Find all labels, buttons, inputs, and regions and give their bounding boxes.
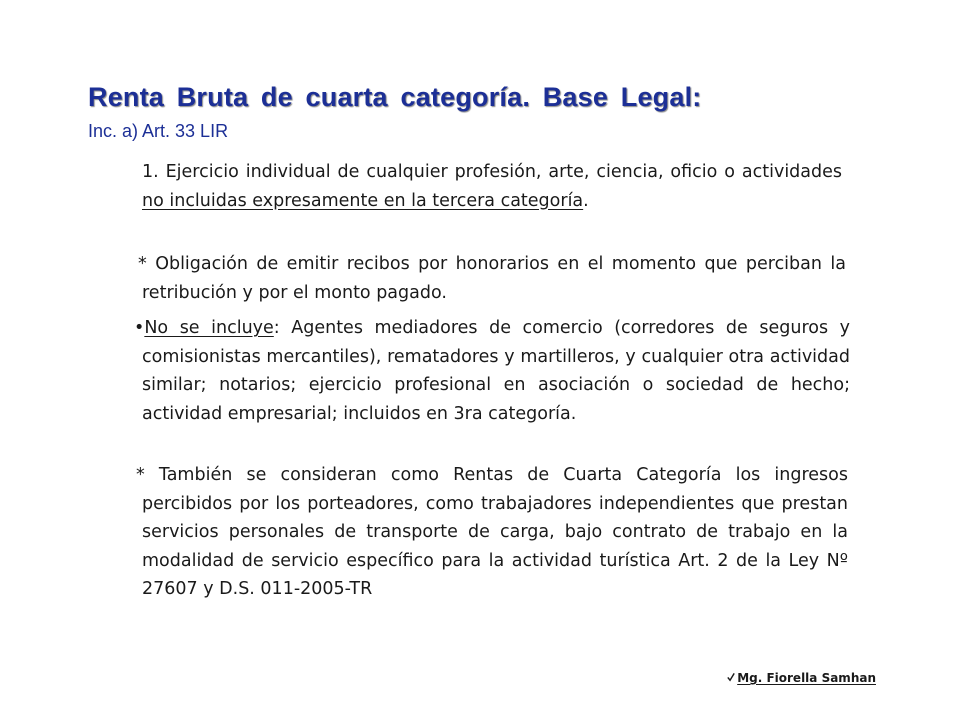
paragraph-text: : Agentes mediadores de comercio (corredores de seguros y comisionistas mercantiles), rematadores y martilleros, y cualquier otra actividad similar; notarios; ejercicio profesional en asociación o sociedad de hecho; actividad empresarial; incluidos en 3ra categoría. bbox=[142, 318, 850, 424]
paragraph-no-se-incluye bbox=[134, 314, 850, 428]
paragraph-ejercicio-individual bbox=[142, 158, 842, 215]
bullet-icon: • bbox=[134, 318, 145, 338]
paragraph-obligacion-recibos bbox=[138, 250, 846, 307]
paragraph-text: * También se consideran como Rentas de Cuarta Categoría los ingresos percibidos por los porteadores, como trabajadores independientes que prestan servicios personales de transporte de carga, bajo contrato de trabajo en la modalidad de servicio específico para la actividad turística Art. 2 de la Ley Nº 27607 y D.S. 011-2005-TR bbox=[136, 465, 848, 599]
underlined-phrase: No se incluye bbox=[144, 318, 274, 338]
paragraph-number: 1. bbox=[142, 162, 166, 182]
slide-title: Renta Bruta de cuarta categoría. Base Legal: bbox=[88, 82, 702, 112]
paragraph-text: * Obligación de emitir recibos por honorarios en el momento que perciban la retribución y por el monto pagado. bbox=[138, 254, 846, 303]
paragraph-text: Ejercicio individual de cualquier profesión, arte, ciencia, oficio o actividades bbox=[165, 162, 843, 182]
paragraph-porteadores bbox=[136, 461, 848, 604]
paragraph-text-end: . bbox=[583, 190, 589, 211]
underlined-phrase: no incluidas expresamente en la tercera categoría bbox=[142, 190, 584, 211]
author-name: Mg. Fiorella Samhan bbox=[737, 671, 876, 685]
slide-subtitle: Inc. a) Art. 33 LIR bbox=[88, 121, 229, 141]
checkmark-icon bbox=[727, 671, 735, 683]
author-signature bbox=[727, 671, 876, 685]
